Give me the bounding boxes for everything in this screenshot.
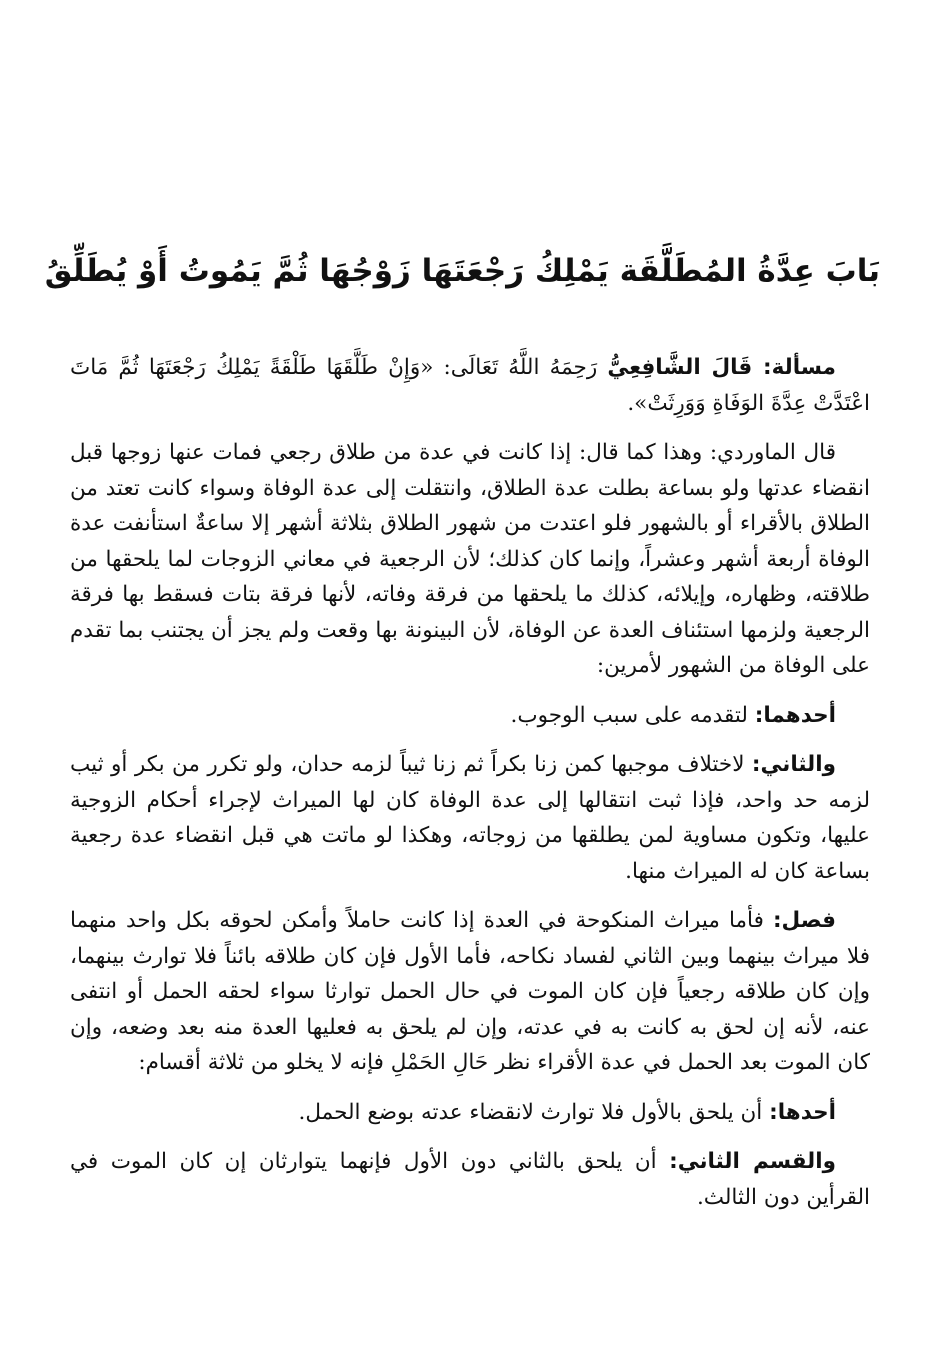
masala-lead: مسألة: قَالَ الشَّافِعِيُّ (607, 355, 836, 380)
reason-second-paragraph (70, 747, 870, 889)
paragraph-gap (70, 1081, 870, 1095)
section-first-lead: أحدها: (769, 1099, 836, 1125)
section-second-paragraph (70, 1144, 870, 1215)
paragraph-gap (70, 421, 870, 435)
section-second-text: أن يلحق بالثاني دون الأول فإنهما يتوارثان إن كان الموت في القرأين دون الثالث. (70, 1149, 870, 1210)
fasl-paragraph (70, 903, 870, 1081)
mawardi-paragraph: قال الماوردي: وهذا كما قال: إذا كانت في عدة من طلاق رجعي فمات عنها زوجها قبل انقضاء عدتها ولو بساعة بطلت عدة الطلاق، وانتقلت إلى عدة الوفاة وسواء كانت تعتد من الطلاق بالأقراء أو بالشهور فلو اعتدت من شهور الطلاق بثلاثة أشهر إلا ساعةٌ استأنفت عدة الوفاة أربعة أشهر وعشراً، وإنما كان كذلك؛ لأن الرجعية في معاني الزوجات لما يلحقها من طلاقته، وظهاره، وإيلائه، كذلك ما يلحقها من فرقة وفاته، لأنها فرقة بتات فسقط بها فرقة الرجعية ولزمها استئناف العدة عن الوفاة، لأن البينونة بها وقعت ولم يجز أن يجتنب بما تقدم على الوفاة من الشهور لأمرين: (70, 440, 870, 678)
fasl-text: فأما ميراث المنكوحة في العدة إذا كانت حاملاً وأمكن لحوقه بكل واحد منهما فلا ميراث بينهما وبين الثاني لفساد نكاحه، فأما الأول فإن كان طلاقه بائناً فلا توارث بينهما، وإن كان طلاقه رجعياً فإن كان الموت في حال الحمل توارثا سواء لحقه الحمل أو انتفى عنه، لأنه إن لحق به كانت به في عدته، وإن لم يلحق به فعليها العدة منه بعد وضعه، وإن كان الموت بعد الحمل في عدة الأقراء نظر حَالِ الحَمْلِ فإنه لا يخلو من ثلاثة أقسام: (70, 908, 870, 1075)
body-text (70, 350, 870, 1215)
paragraph-gap (70, 889, 870, 903)
masala-paragraph (70, 350, 870, 421)
paragraph-gap (70, 1130, 870, 1144)
masala-text: رَحِمَهُ اللَّهُ تَعَالَى: «وَإِنْ طَلَّقَهَا طَلْقَةً يَمْلِكُ رَجْعَتَهَا ثُمَّ مَاتَ اعْتَدَّتْ عِدَّةَ الوَفَاةِ وَوَرِثَتْ». (70, 355, 870, 416)
section-first-paragraph (70, 1095, 870, 1131)
section-first-text: أن يلحق بالأول فلا توارث لانقضاء عدته بوضع الحمل. (298, 1099, 770, 1125)
reason-second-lead: والثاني: (751, 752, 836, 777)
reason-first-text: لتقدمه على سبب الوجوب. (510, 702, 755, 728)
reason-second-text: لاختلاف موجبها كمن زنا بكراً ثم زنا ثيباً لزمه حدان، ولو تكرر من بكر أو ثيب لزمه حد واحد، فإذا ثبت انتقالها إلى عدة الوفاة كان لها الميراث لإجراء أحكام الزوجية عليها، وتكون مساوية لمن يطلقها من زوجاته، وهكذا لو ماتت هي قبل انقضاء عدة رجعية بساعة كان له الميراث منها. (70, 752, 870, 884)
fasl-lead: فصل: (772, 908, 836, 933)
section-second-lead: والقسم الثاني: (669, 1149, 836, 1174)
paragraph-gap (70, 684, 870, 698)
chapter-title: بَابَ عِدَّةُ المُطَلَّقَة يَمْلِكُ رَجْعَتَهَا زَوْجُهَا ثُمَّ يَمُوتُ أَوْ يُطَلِّقُ (44, 253, 880, 289)
reason-first-lead: أحدهما: (754, 702, 836, 728)
paragraph-gap (70, 733, 870, 747)
reason-first-paragraph (70, 698, 870, 734)
